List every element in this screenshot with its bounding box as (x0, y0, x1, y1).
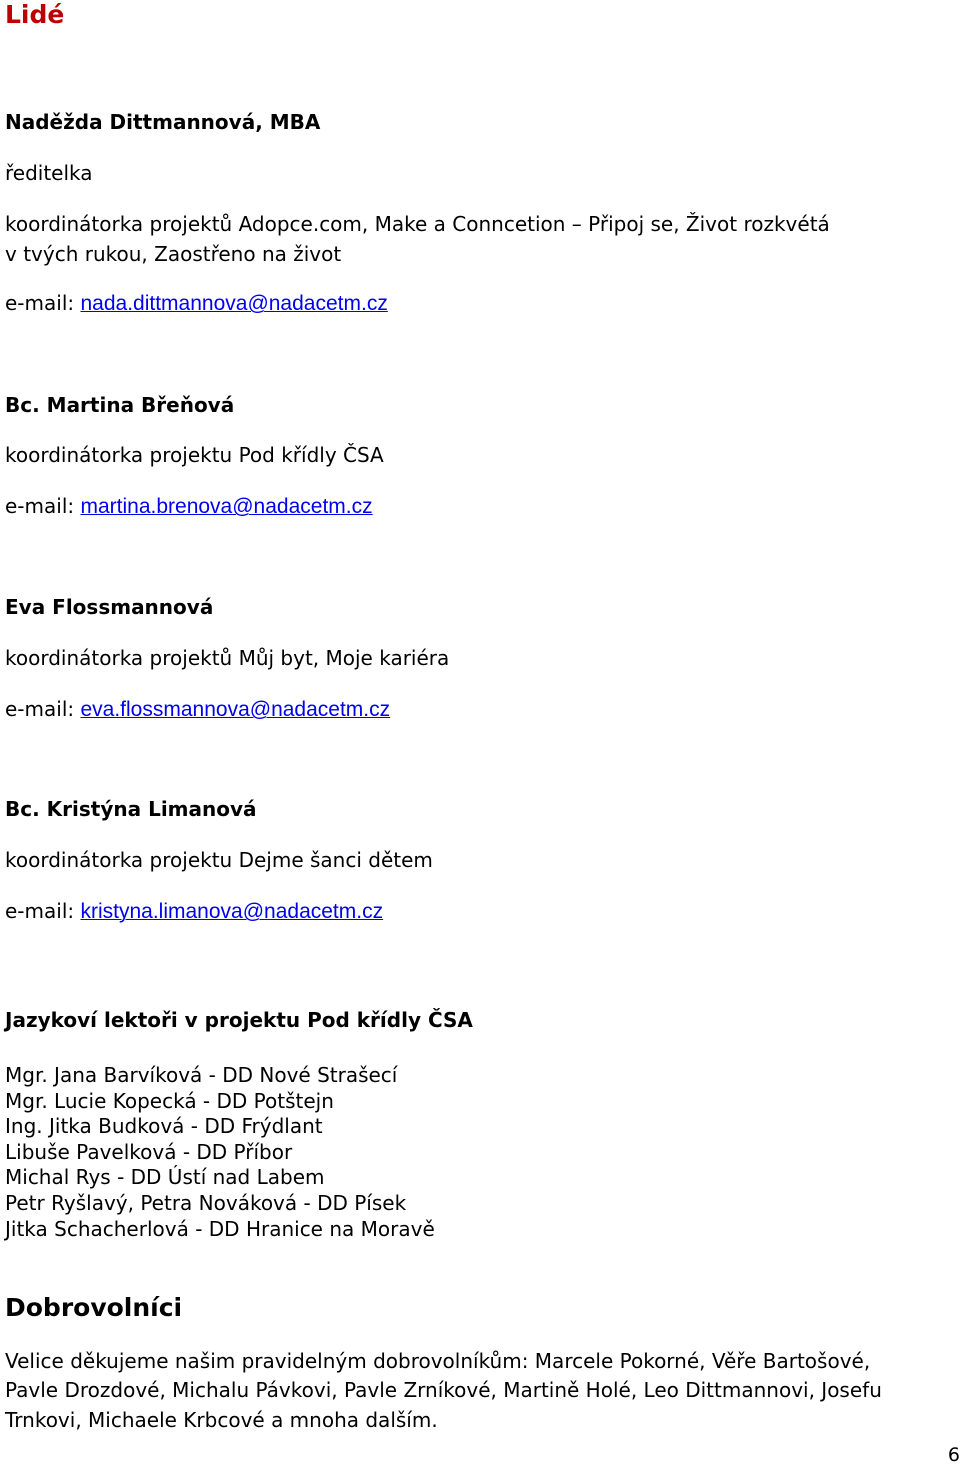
email-label: e-mail: (5, 291, 75, 315)
volunteers-title: Dobrovolníci (5, 1293, 183, 1322)
person-description: v tvých rukou, Zaostřeno na život (5, 242, 342, 266)
list-item: Libuše Pavelková - DD Příbor (5, 1140, 293, 1164)
person-name: Naděžda Dittmannová, MBA (5, 110, 321, 134)
email-link[interactable]: martina.brenova@nadacetm.cz (80, 495, 373, 518)
email-label: e-mail: (5, 899, 75, 923)
email-label: e-mail: (5, 697, 75, 721)
lecturers-title: Jazykoví lektoři v projektu Pod křídly ČSA (5, 1008, 473, 1032)
person-name: Bc. Martina Břeňová (5, 393, 235, 417)
person-description: koordinátorka projektů Adopce.com, Make a Conncetion – Připoj se, Život rozkvétá (5, 212, 830, 236)
person-name: Eva Flossmannová (5, 595, 214, 619)
person-email-row (5, 291, 388, 316)
page-number: 6 (947, 1444, 960, 1466)
person-description: koordinátorka projektu Pod křídly ČSA (5, 443, 384, 467)
person-description: koordinátorka projektů Můj byt, Moje kariéra (5, 646, 450, 670)
person-email-row (5, 494, 373, 519)
email-link[interactable]: eva.flossmannova@nadacetm.cz (80, 698, 391, 721)
person-email-row (5, 899, 383, 924)
email-link[interactable]: kristyna.limanova@nadacetm.cz (80, 900, 384, 923)
email-link[interactable]: nada.dittmannova@nadacetm.cz (80, 292, 388, 315)
list-item: Mgr. Lucie Kopecká - DD Potštejn (5, 1089, 334, 1113)
person-name: Bc. Kristýna Limanová (5, 797, 257, 821)
person-description: koordinátorka projektu Dejme šanci dětem (5, 848, 433, 872)
list-item: Mgr. Jana Barvíková - DD Nové Strašecí (5, 1063, 398, 1087)
person-role: ředitelka (5, 161, 93, 185)
list-item: Michal Rys - DD Ústí nad Labem (5, 1165, 325, 1189)
list-item: Petr Ryšlavý, Petra Nováková - DD Písek (5, 1191, 407, 1215)
email-label: e-mail: (5, 494, 75, 518)
volunteers-text-line: Pavle Drozdové, Michalu Pávkovi, Pavle Zrníkové, Martině Holé, Leo Dittmannovi, Josefu (5, 1378, 882, 1402)
volunteers-text-line: Velice děkujeme našim pravidelným dobrovolníkům: Marcele Pokorné, Věře Bartošové, (5, 1349, 871, 1373)
list-item: Ing. Jitka Budková - DD Frýdlant (5, 1114, 323, 1138)
person-email-row (5, 697, 390, 722)
list-item: Jitka Schacherlová - DD Hranice na Moravě (5, 1217, 435, 1241)
section-title-people: Lidé (5, 0, 65, 29)
volunteers-text-line: Trnkovi, Michaele Krbcové a mnoha dalším. (5, 1408, 438, 1432)
